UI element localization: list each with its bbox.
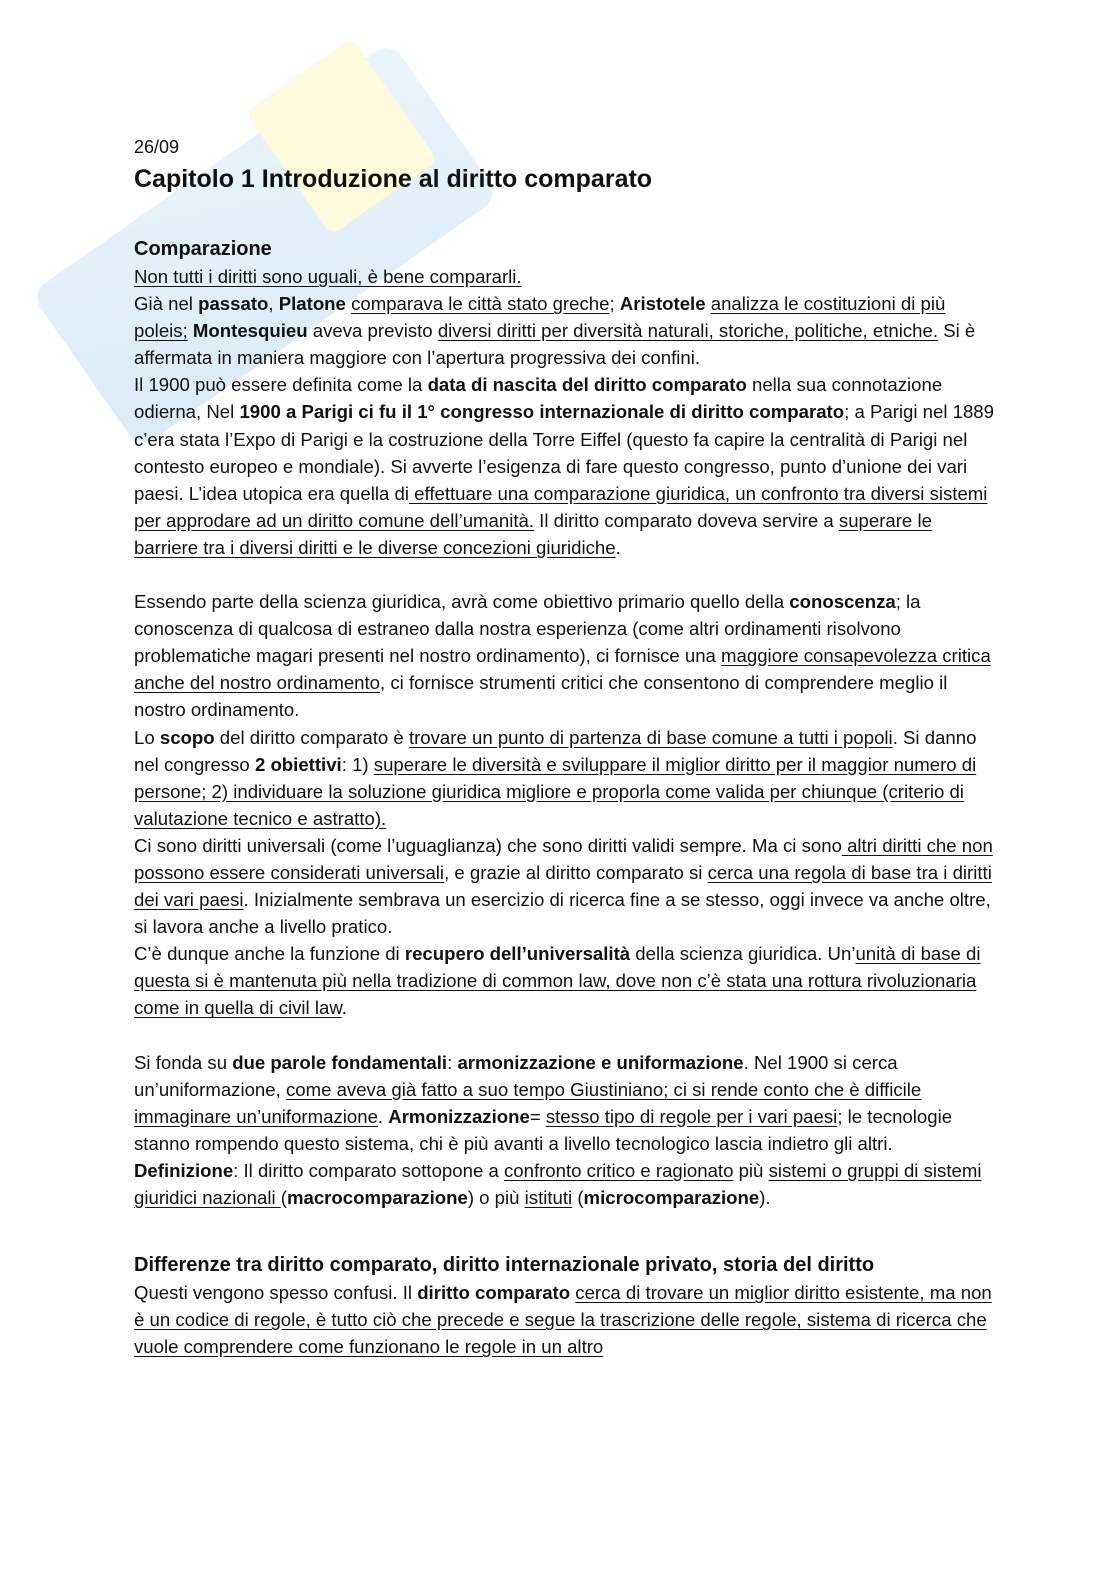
paragraph-1900: Il 1900 può essere definita come la data di nascita del diritto comparato nella sua connotazione odierna, Nel 1900 a Parigi ci fu il 1° congresso internazionale di diritto comparato; a Parigi nel 1889 c’era stata l’Expo di Parigi e la costruzione della Torre Eiffel (questo fa capire la centralità di Parigi nel contesto europeo e mondiale). Si avverte l’esigenza di fare questo congresso, punto d’unione dei vari paesi. L’idea utopica era quella di effettuare una comparazione giuridica, un confronto tra diversi sistemi per approdare ad un diritto comune dell’umanità. Il diritto comparato doveva servire a superare le barriere tra i diversi diritti e le diverse concezioni giuridiche. — [134, 374, 994, 558]
paragraph-universalita: C’è dunque anche la funzione di recupero dell’universalità della scienza giuridica. Un’unità di base di questa si è mantenuta più nella tradizione di common law, dove non c’è stata una rottura rivoluzionaria come in quella di civil law. — [134, 943, 981, 1019]
section-title-comparazione: Comparazione — [134, 238, 272, 260]
section-title-differenze: Differenze tra diritto comparato, diritto internazionale privato, storia del diritto — [134, 1254, 875, 1277]
paragraph-intro: Non tutti i diritti sono uguali, è bene compararli. — [134, 266, 522, 287]
date-label: 26/09 — [134, 137, 180, 157]
chapter-title: Capitolo 1 Introduzione al diritto comparato — [134, 165, 653, 193]
document-body — [134, 135, 994, 1360]
paragraph-differenze: Questi vengono spesso confusi. Il diritto comparato cerca di trovare un miglior diritto esistente, ma non è un codice di regole, è tutto ciò che precede e segue la trascrizione delle regole, sistema di ricerca che vuole comprendere come funzionano le regole in un altro — [134, 1282, 992, 1358]
paragraph-history: Già nel passato, Platone comparava le città stato greche; Aristotele analizza le costituzioni di più poleis; Montesquieu aveva previsto diversi diritti per diversità naturali, storiche, politiche, etniche. Si è affermata in maniera maggiore con l’apertura progressiva dei confini. — [134, 293, 976, 369]
paragraph-scopo: Lo scopo del diritto comparato è trovare un punto di partenza di base comune a tutti i popoli. Si danno nel congresso 2 obiettivi: 1) superare le diversità e sviluppare il miglior diritto per il maggior numero di persone; 2) individuare la soluzione giuridica migliore e proporla come valida per chiunque (criterio di valutazione tecnico e astratto). — [134, 726, 977, 829]
paragraph-armonizzazione: Si fonda su due parole fondamentali: armonizzazione e uniformazione. Nel 1900 si cerca un’uniformazione, come aveva già fatto a suo tempo Giustiniano; ci si rende conto che è difficile immaginare un’uniformazione. Armonizzazione= stesso tipo di regole per i vari paesi; le tecnologie stanno rompendo questo sistema, chi è più avanti a livello tecnologico lascia indietro gli altri. — [134, 1051, 953, 1154]
paragraph-conoscenza: Essendo parte della scienza giuridica, avrà come obiettivo primario quello della conoscenza; la conoscenza di qualcosa di estraneo dalla nostra esperienza (come altri ordinamenti risolvono problematiche magari presenti nel nostro ordinamento), ci fornisce una maggiore consapevolezza critica anche del nostro ordinamento, ci fornisce strumenti critici che consentono di comprendere meglio il nostro ordinamento. — [134, 591, 991, 721]
paragraph-definizione: Definizione: Il diritto comparato sottopone a confronto critico e ragionato più sistemi o gruppi di sistemi giuridici nazionali (macrocomparazione) o più istituti (microcomparazione). — [134, 1159, 982, 1208]
paragraph-diritti-universali: Ci sono diritti universali (come l’uguaglianza) che sono diritti validi sempre. Ma ci sono altri diritti che non possono essere considerati universali, e grazie al diritto comparato si cerca una regola di base tra i diritti dei vari paesi. Inizialmente sembrava un esercizio di ricerca fine a se stesso, oggi invece va anche oltre, si lavora anche a livello pratico. — [134, 834, 993, 938]
